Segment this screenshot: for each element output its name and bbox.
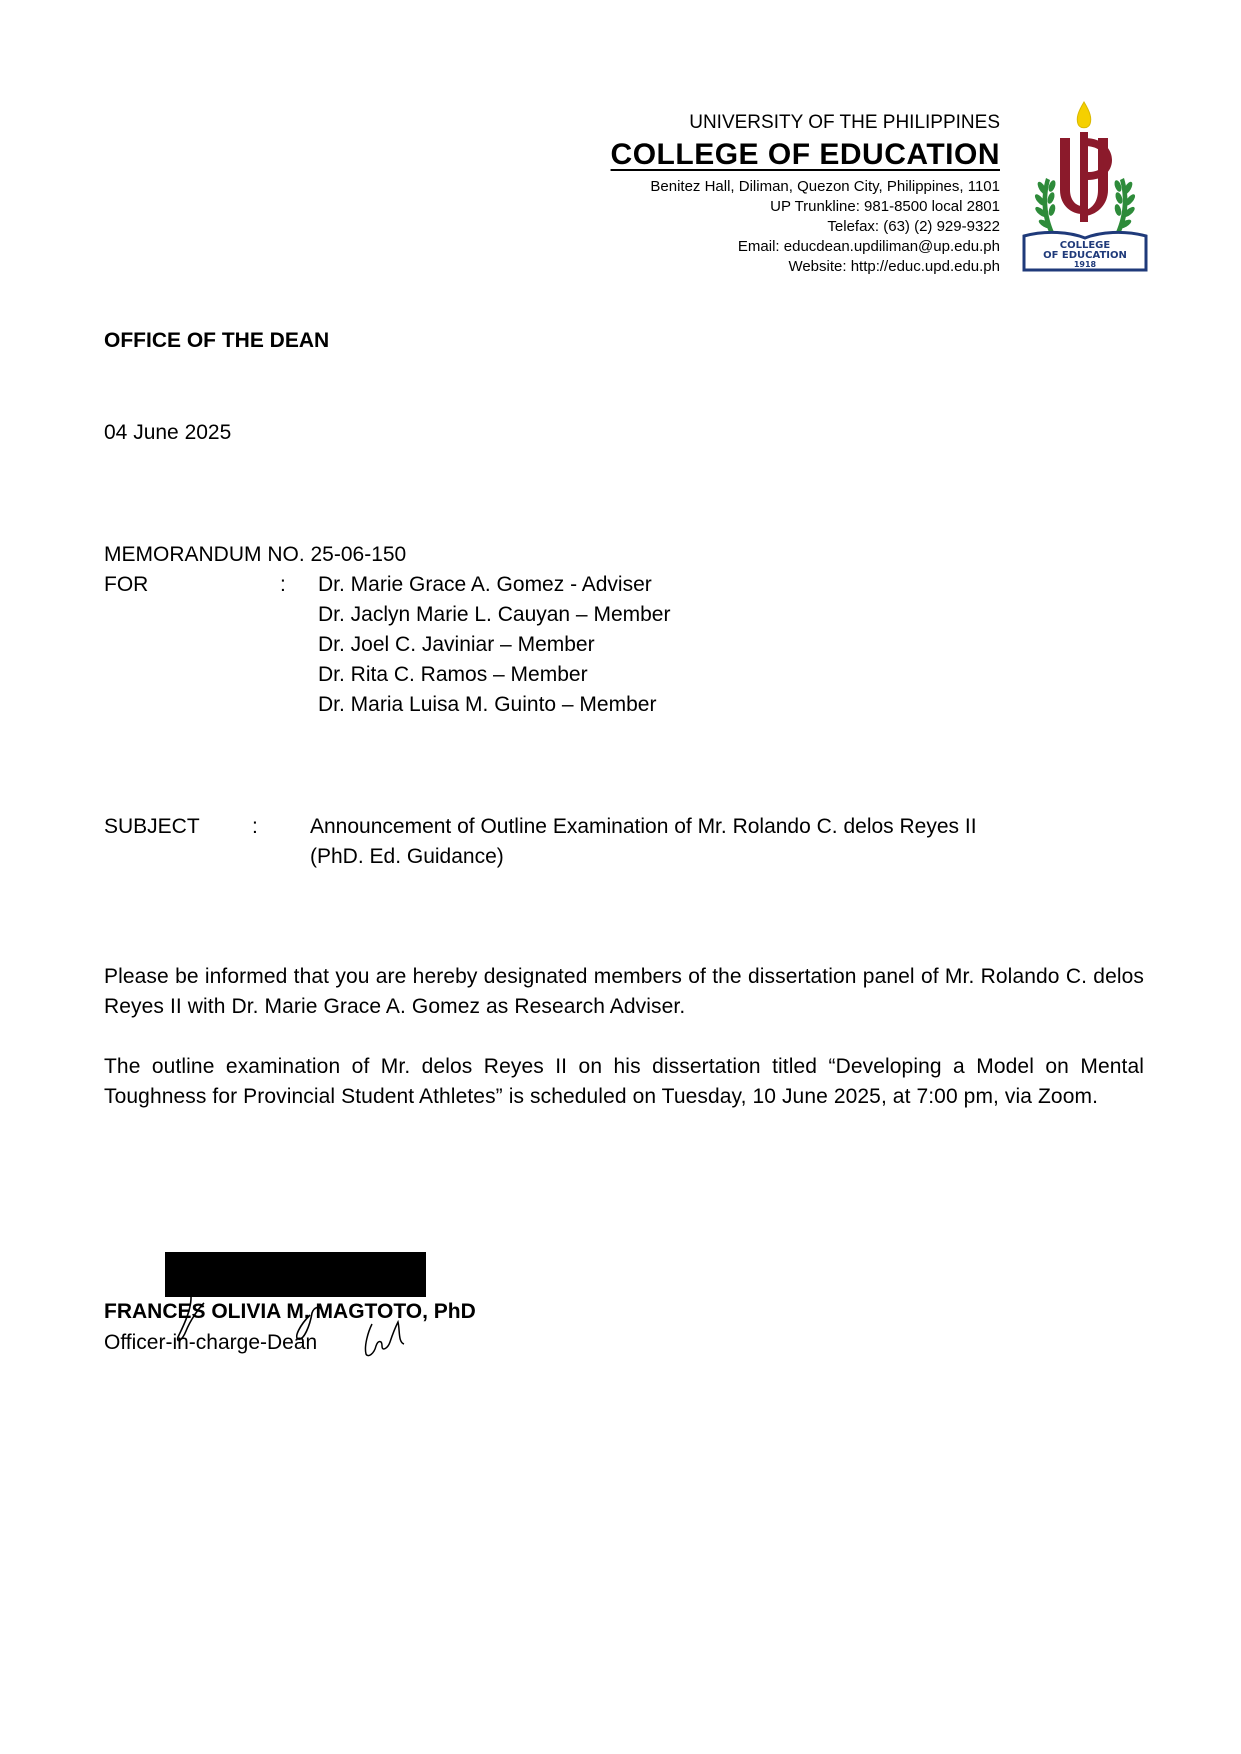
- subject-colon: :: [252, 815, 258, 838]
- letterhead-website: Website: http://educ.upd.edu.ph: [788, 258, 1000, 275]
- recipient-list: [318, 570, 670, 720]
- recipient-item: Dr. Rita C. Ramos – Member: [318, 663, 588, 686]
- letterhead-college: COLLEGE OF EDUCATION: [610, 138, 1000, 171]
- recipient-item: Dr. Marie Grace A. Gomez - Adviser: [318, 573, 652, 596]
- office-heading: OFFICE OF THE DEAN: [104, 329, 330, 352]
- recipient-item: Dr. Jaclyn Marie L. Cauyan – Member: [318, 603, 671, 626]
- letterhead-university: UNIVERSITY OF THE PHILIPPINES: [689, 112, 1000, 133]
- subject-label: SUBJECT: [104, 815, 200, 838]
- subject-line: Announcement of Outline Examination of Mr. Rolando C. delos Reyes II: [310, 815, 977, 838]
- signatory-title: Officer-in-charge-Dean: [104, 1331, 318, 1354]
- recipient-item: Dr. Joel C. Javiniar – Member: [318, 633, 595, 656]
- body-paragraph-1: Please be informed that you are hereby designated members of the dissertation panel of Mr. Rolando C. delos Reyes II with Dr. Marie Grace A. Gomez as Research Adviser.: [104, 965, 1144, 1018]
- letterhead-trunkline: UP Trunkline: 981-8500 local 2801: [770, 198, 1000, 215]
- logo-year: 1918: [1073, 260, 1097, 269]
- letterhead-email: Email: educdean.updiliman@up.edu.ph: [737, 238, 1000, 255]
- memo-number: MEMORANDUM NO. 25-06-150: [104, 543, 407, 566]
- logo-line2: OF EDUCATION: [1043, 250, 1127, 261]
- memo-date: 04 June 2025: [104, 421, 232, 444]
- initials-icon: [358, 1318, 408, 1360]
- subject-line: (PhD. Ed. Guidance): [310, 845, 504, 868]
- for-colon: :: [280, 573, 286, 596]
- body-paragraph-2: The outline examination of Mr. delos Reyes II on his dissertation titled “Developing a Model on Mental Toughness for Provincial Student Athletes” is scheduled on Tuesday, 10 June 2025, at 7:00 pm, via Zoom.: [104, 1055, 1144, 1108]
- subject-text: [310, 812, 977, 872]
- for-label: FOR: [104, 573, 149, 596]
- college-logo-icon: [1020, 98, 1150, 274]
- logo-line1: COLLEGE: [1059, 240, 1111, 251]
- signatory-name: FRANCES OLIVIA M. MAGTOTO, PhD: [104, 1300, 476, 1323]
- letterhead-telefax: Telefax: (63) (2) 929-9322: [827, 218, 1000, 235]
- letterhead-address: Benitez Hall, Diliman, Quezon City, Philippines, 1101: [650, 178, 1000, 195]
- recipient-item: Dr. Maria Luisa M. Guinto – Member: [318, 693, 657, 716]
